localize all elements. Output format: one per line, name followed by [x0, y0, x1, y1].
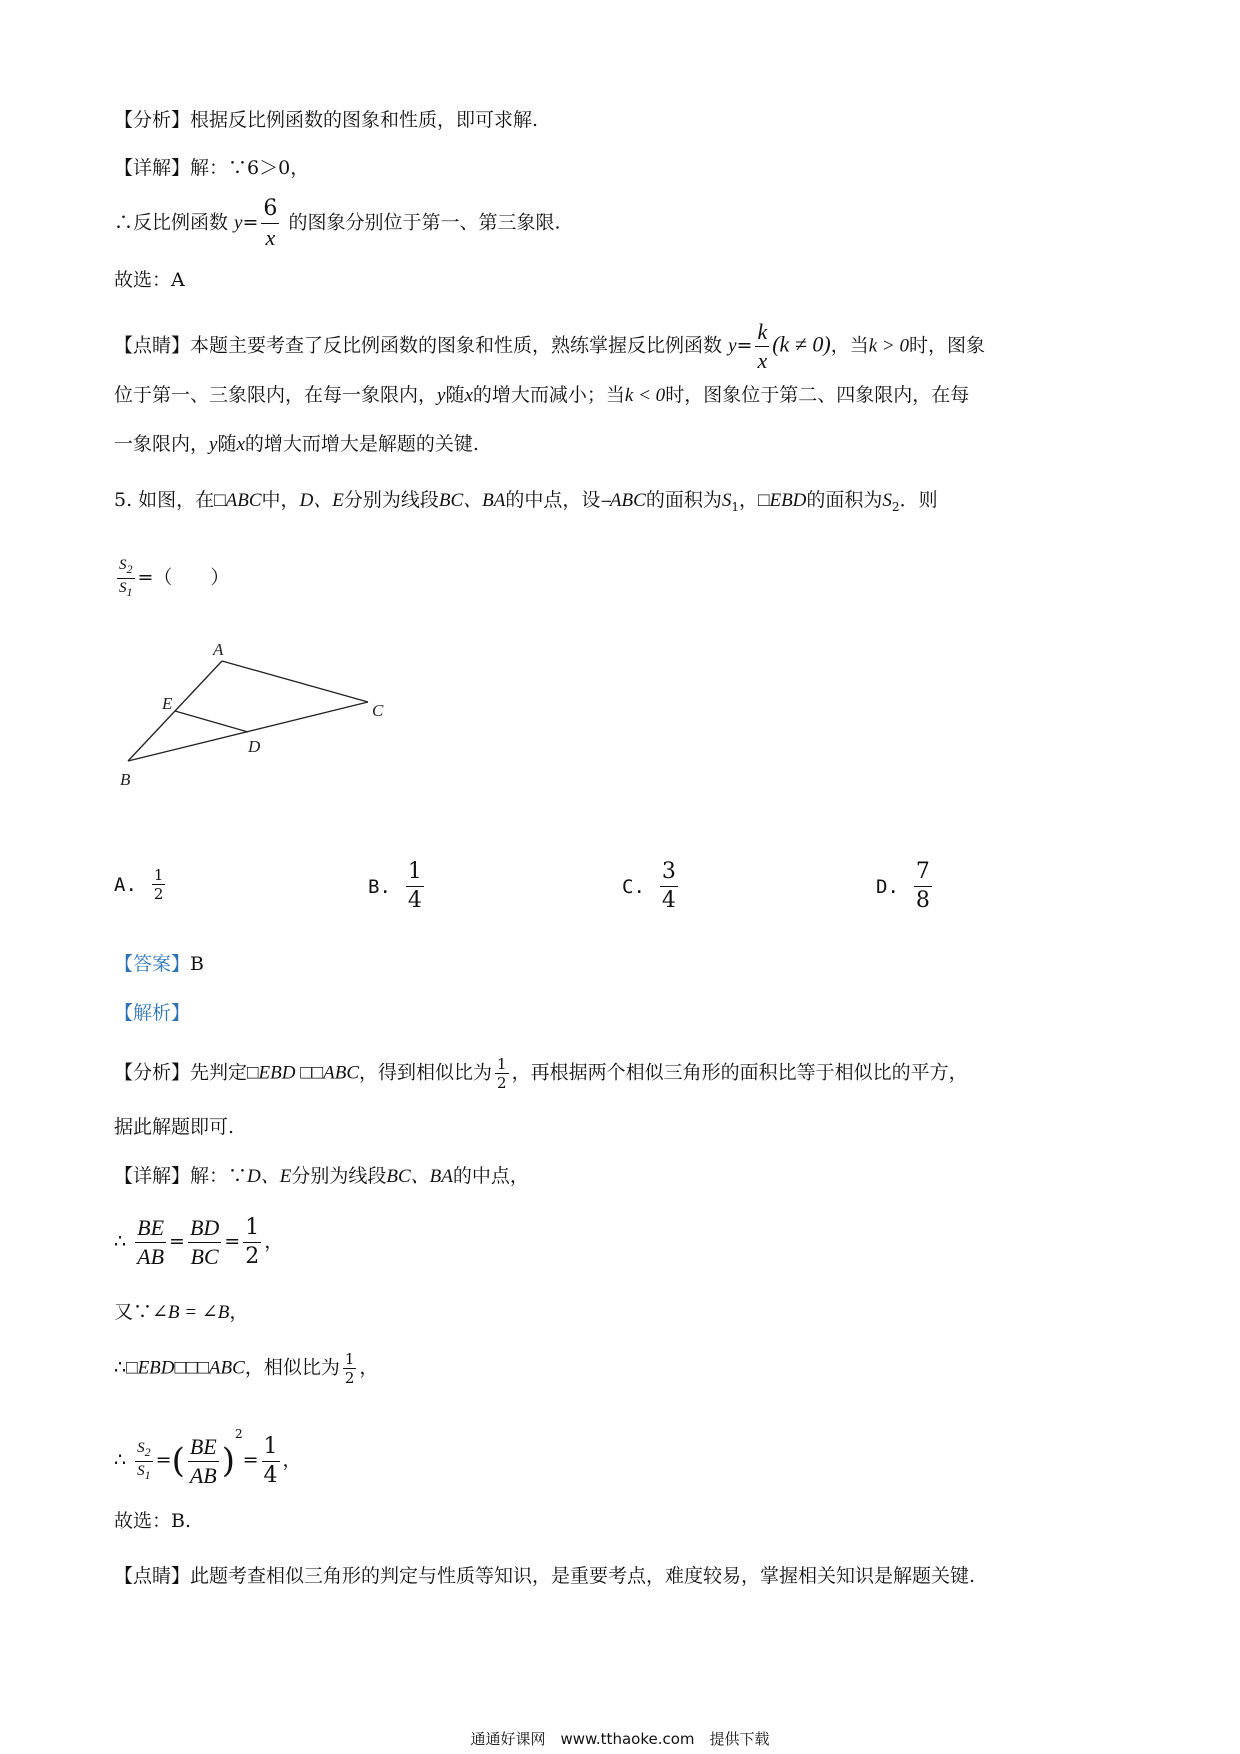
comment-text: 的增大而增大是解题的关键.	[244, 433, 479, 455]
comment-text: 随	[445, 384, 465, 406]
label-e: E	[162, 694, 173, 713]
denominator: x	[757, 348, 768, 373]
angle-equality: ∠B = ∠B	[152, 1302, 230, 1323]
q5-ratio	[114, 556, 229, 601]
var-x: x	[236, 434, 245, 455]
stem-text: 中，	[261, 489, 300, 511]
comment-tag: 【点睛】	[114, 1565, 191, 1587]
var-y: y	[234, 212, 243, 234]
similarity: □EBD□□□ABC	[126, 1357, 245, 1379]
analysis-tag: 【分析】	[114, 109, 191, 131]
comment-text: 时，图象位于第二、四象限内，在每	[665, 384, 970, 406]
q5-comment	[114, 1562, 975, 1590]
triangle-ebd: □EBD	[757, 490, 807, 511]
q5-detail-line	[114, 1162, 529, 1191]
comment-text: 此题考查相似三角形的判定与性质等知识，是重要考点，难度较易，掌握相关知识是解题关键.	[190, 1565, 976, 1587]
detail-text: 解：∵	[190, 1165, 248, 1187]
fraction-be-ab: $\frac{BE}{AB}$	[189, 1433, 217, 1488]
similar-ratio-text: ，相似比为	[244, 1356, 340, 1379]
label-a: A	[213, 640, 224, 659]
s2-sub: 2	[891, 499, 900, 514]
q5-analysis-line-1	[114, 1055, 968, 1092]
comment-text: 随	[217, 433, 237, 455]
answer-line	[114, 950, 204, 978]
ratio-fraction: $\frac{1}{2}$	[497, 1055, 507, 1092]
option-label: D.	[876, 875, 899, 898]
comment-line-2	[114, 381, 969, 410]
segments: BC、BA	[386, 1166, 453, 1187]
k-positive: k > 0	[868, 335, 909, 357]
analysis-text: ，再根据两个相似三角形的面积比等于相似比的平方，	[511, 1061, 968, 1084]
detail-text: 解：∵6＞0，	[190, 157, 310, 179]
k-negative: k < 0	[624, 385, 666, 406]
option-fraction: $\frac{1}{2}$	[153, 866, 164, 903]
comment-text-2: ，当	[830, 334, 869, 357]
detail-line	[114, 154, 309, 182]
denominator: x	[265, 225, 276, 250]
comment-line-3	[114, 430, 479, 459]
var-y: y	[437, 385, 446, 406]
analysis-text: ，得到相似比为	[359, 1061, 493, 1084]
option-b[interactable]	[368, 858, 427, 915]
choice-text: 故选：A	[114, 269, 185, 291]
label-c: C	[372, 701, 384, 720]
option-fraction: $\frac{1}{4}$	[407, 859, 422, 913]
ratio-s2-s1	[117, 556, 135, 601]
final-choice: 故选：B.	[114, 1510, 192, 1532]
q5-stem	[114, 486, 938, 521]
step-area: ∴ $\frac{S_2}{S_1}$ =( $\frac{BE}{AB}$ )$^2$= $\frac{1}{4}$ ，	[114, 1427, 302, 1488]
equals: =	[736, 334, 753, 357]
var-y: y	[728, 335, 737, 357]
answer-value: B	[190, 953, 204, 975]
q5-analysis-line-2: 据此解题即可.	[114, 1116, 235, 1138]
explain-tag: 【解析】	[114, 1002, 191, 1024]
answer-tag: 【答案】	[114, 953, 191, 975]
option-d[interactable]	[876, 858, 935, 915]
stem-text: 分别为线段	[343, 489, 439, 511]
detail-tag: 【详解】	[114, 157, 191, 179]
numerator: $S_2$	[117, 556, 135, 579]
therefore: ∴	[114, 1449, 127, 1471]
points-de: D、E	[299, 490, 344, 511]
option-label: B.	[368, 875, 391, 898]
fraction-quarter: $\frac{1}{4}$	[263, 1433, 278, 1488]
fraction-half: $\frac{1}{2}$	[245, 1215, 260, 1269]
stem-text: 的面积为	[806, 489, 883, 511]
analysis-text: 先判定	[190, 1061, 248, 1084]
s1: S	[721, 490, 732, 511]
fraction-be-ab: $\frac{BE}{AB}$	[137, 1215, 165, 1269]
edge-ac	[222, 661, 368, 702]
step-similar: ∴□EBD□□□ABC，相似比为 $\frac{1}{2}$ ，	[114, 1350, 379, 1387]
var-y: y	[209, 434, 218, 455]
option-a[interactable]	[114, 866, 168, 903]
choice-line	[114, 266, 185, 294]
comment-text: 的增大而减小；当	[472, 384, 625, 406]
condition: (k ≠ 0)	[772, 331, 831, 357]
therefore-line	[114, 195, 561, 252]
comment-text-1: 本题主要考查了反比例函数的图象和性质，熟练掌握反比例函数	[190, 334, 723, 357]
s1-sub: 1	[731, 499, 739, 514]
option-c[interactable]	[622, 858, 681, 915]
comma: ，	[738, 489, 758, 511]
option-fraction: $\frac{7}{8}$	[915, 859, 930, 913]
analysis-text: 根据反比例函数的图象和性质，即可求解.	[190, 109, 539, 131]
comment-text-3: 时，图象	[908, 334, 985, 357]
label-b: B	[120, 770, 131, 789]
label-d: D	[248, 737, 261, 756]
numerator: 6	[261, 195, 279, 224]
comment-text: 位于第一、三象限内，在每一象限内，	[114, 384, 438, 406]
stem-text: 5. 如图，在	[114, 489, 215, 511]
ratio-tail: =（ ）	[137, 566, 230, 589]
step-angle: 又∵∠B = ∠B，	[114, 1301, 249, 1323]
stem-text: 的面积为	[645, 489, 722, 511]
triangle-figure	[110, 630, 410, 790]
fraction-s2-s1: $\frac{S_2}{S_1}$	[137, 1439, 151, 1482]
footer-credit: 通通好课网 www.tthaoke.com 提供下载	[470, 1730, 770, 1748]
ratio-fraction: $\frac{1}{2}$	[344, 1350, 355, 1387]
triangle-abc: □ABC	[214, 490, 262, 511]
because: 又∵	[114, 1301, 153, 1323]
equals: =	[242, 211, 259, 234]
option-label: C.	[622, 875, 645, 898]
points-de: D、E	[247, 1166, 292, 1187]
step-ratio: ∴ $\frac{BE}{AB}$ = $\frac{BD}{BC}$ = $\frac{1}{2}$ ，	[114, 1215, 284, 1269]
fraction-k-over-x	[755, 318, 769, 375]
detail-tag: 【详解】	[114, 1165, 191, 1187]
analysis-line	[114, 106, 538, 134]
denominator: $S_1$	[119, 580, 133, 599]
detail-text: 分别为线段	[291, 1165, 387, 1187]
option-label: A.	[114, 873, 137, 896]
therefore-post: 的图象分别位于第一、第三象限.	[282, 211, 561, 234]
therefore-pre: ∴反比例函数	[114, 211, 235, 234]
segment-ed	[175, 711, 248, 732]
stem-text: 的中点，设	[505, 489, 601, 511]
analysis-tag: 【分析】	[114, 1061, 191, 1084]
therefore: ∴	[114, 1230, 127, 1253]
option-fraction: $\frac{3}{4}$	[661, 859, 676, 913]
comment-line-1	[114, 318, 985, 375]
comment-text: 一象限内，	[114, 433, 210, 455]
numerator: k	[755, 318, 769, 347]
var-x: x	[464, 385, 473, 406]
exponent: 2	[234, 1427, 243, 1441]
fraction-6-over-x	[261, 195, 279, 252]
triangle-abc: ⎯ABC	[600, 490, 646, 511]
comment-tag: 【点睛】	[114, 334, 191, 357]
similarity: □EBD □□ABC	[247, 1062, 360, 1084]
stem-text: ．则	[899, 489, 938, 511]
detail-text: 的中点，	[452, 1165, 529, 1187]
segments: BC、BA	[438, 490, 506, 511]
therefore: ∴	[114, 1356, 127, 1379]
fraction-bd-bc: $\frac{BD}{BC}$	[189, 1215, 220, 1269]
s2: S	[882, 490, 892, 511]
